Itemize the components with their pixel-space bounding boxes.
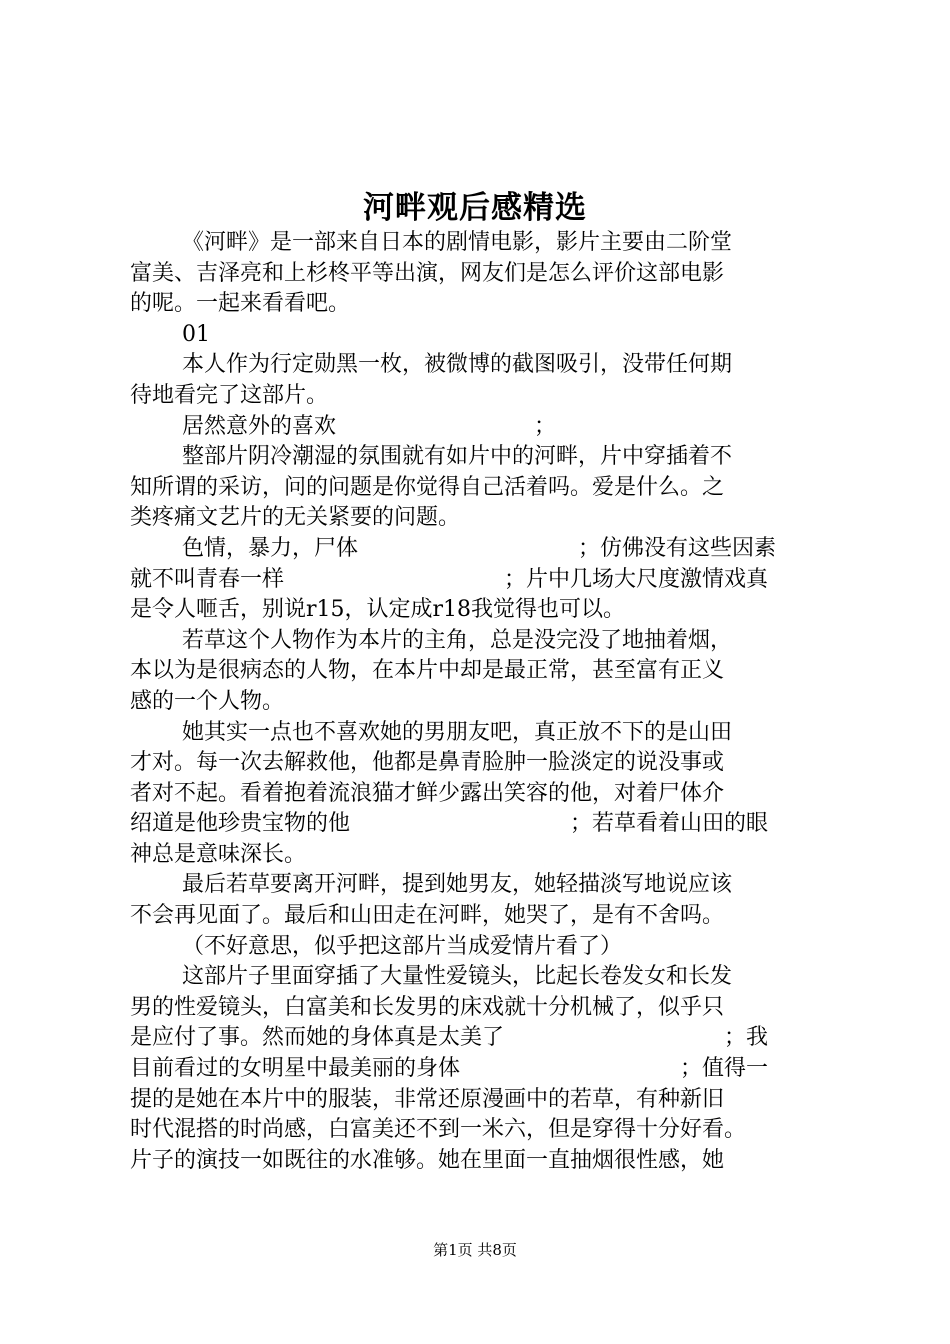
text-line: 时代混搭的时尚感，白富美还不到一米六，但是穿得十分好看。 [130,1117,747,1143]
document-title: 河畔观后感精选 [363,190,587,226]
text-line: 本以为是很病态的人物，在本片中却是最正常，甚至富有正义 [130,658,725,684]
text-line: 她其实一点也不喜欢她的男朋友吧，真正放不下的是山田 [182,719,733,745]
text-line: 知所谓的采访，问的问题是你觉得自己活着吗。爱是什么。之 [130,474,725,500]
text-line: 富美、吉泽亮和上杉柊平等出演，网友们是怎么评价这部电影 [130,260,725,286]
text-line: 色情，暴力，尸体 ；仿佛没有这些因素 [182,535,777,561]
text-line: 若草这个人物作为本片的主角，总是没完没了地抽着烟， [182,627,733,653]
text-line: 神总是意味深长。 [130,841,307,867]
text-line: 待地看完了这部片。 [130,382,329,408]
text-line: 居然意外的喜欢 ； [182,413,557,439]
text-line: 类疼痛文艺片的无关紧要的问题。 [130,505,461,531]
text-line: 绍道是他珍贵宝物的他 ；若草看着山田的眼 [130,811,769,837]
text-line: 是应付了事。然而她的身体真是太美了 ；我 [130,1025,769,1051]
text-line: 就不叫青春一样 ；片中几场大尺度激情戏真 [130,566,769,592]
text-line: 《河畔》是一部来自日本的剧情电影，影片主要由二阶堂 [182,230,733,255]
document-body [130,228,830,1176]
text-line: 的呢。一起来看看吧。 [130,291,351,317]
text-line: 提的是她在本片中的服装，非常还原漫画中的若草，有种新旧 [130,1086,725,1112]
text-line: 者对不起。看着抱着流浪猫才鲜少露出笑容的他，对着尸体介 [130,780,725,806]
text-line: 整部片阴冷潮湿的氛围就有如片中的河畔，片中穿插着不 [182,444,733,470]
text-line: 才对。每一次去解救他，他都是鼻青脸肿一脸淡定的说没事或 [130,750,725,776]
text-line: 最后若草要离开河畔，提到她男友，她轻描淡写地说应该 [182,872,733,898]
page-footer: 第1页 共8页 [433,1241,517,1259]
text-line: 目前看过的女明星中最美丽的身体 ；值得一 [130,1056,769,1082]
text-line: 男的性爱镜头，白富美和长发男的床戏就十分机械了，似乎只 [130,994,725,1020]
text-line: 片子的演技一如既往的水准够。她在里面一直抽烟很性感，她 [130,1147,725,1173]
section-number: 01 [182,321,210,347]
text-line: 这部片子里面穿插了大量性爱镜头，比起长卷发女和长发 [182,964,733,990]
text-line: 不会再见面了。最后和山田走在河畔，她哭了，是有不舍吗。 [130,903,725,929]
text-line: 本人作为行定勋黑一枚，被微博的截图吸引，没带任何期 [182,352,733,378]
text-line: 感的一个人物。 [130,688,285,714]
text-line: 是令人咂舌，别说r15，认定成r18我觉得也可以。 [130,597,626,623]
text-line: （不好意思，似乎把这部片当成爱情片看了） [182,933,623,959]
